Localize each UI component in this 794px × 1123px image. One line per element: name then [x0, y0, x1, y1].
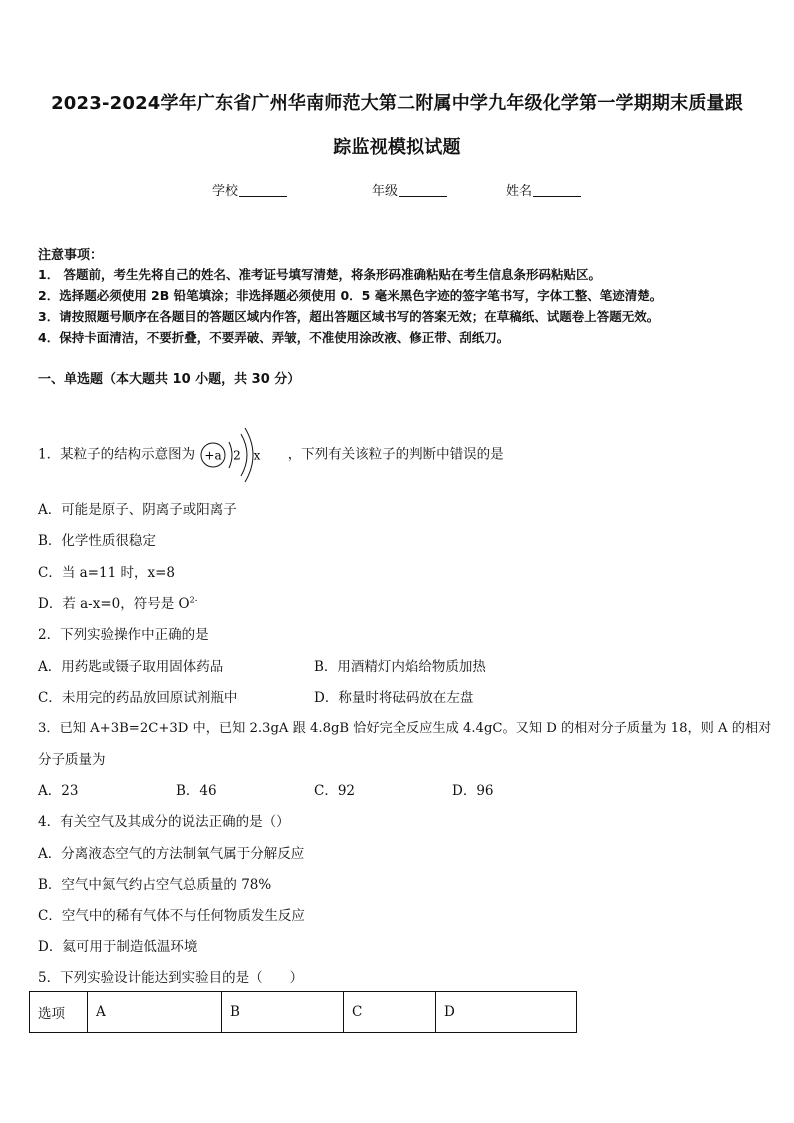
notice-item: 4．保持卡面清洁，不要折叠，不要弄破、弄皱，不准使用涂改液、修正带、刮纸刀。 [38, 330, 510, 345]
question-3-option-d[interactable]: D．96 [452, 783, 494, 799]
school-label: 学校 [212, 184, 239, 199]
question-1-stem [38, 424, 504, 486]
question-3-option-b[interactable]: B．46 [176, 783, 217, 799]
question-2-stem: 2．下列实验操作中正确的是 [38, 627, 209, 643]
question-1-text-after: ，下列有关该粒子的判断中错误的是 [287, 446, 504, 463]
question-1-option-d[interactable] [38, 592, 197, 612]
table-header-cell: B [222, 992, 344, 1033]
school-blank[interactable] [239, 183, 287, 197]
grade-label: 年级 [372, 184, 399, 199]
shell-1-electrons: 2 [233, 448, 242, 463]
exam-title-line-2: 踪监视模拟试题 [333, 137, 461, 158]
name-field[interactable] [506, 180, 581, 199]
exam-title [30, 82, 764, 170]
question-5-stem: 5．下列实验设计能达到实验目的是（ ） [38, 970, 304, 986]
question-3-option-a[interactable]: A．23 [38, 783, 79, 799]
grade-field[interactable] [372, 180, 447, 199]
question-3-stem-line-2: 分子质量为 [38, 752, 106, 768]
shell-2-electrons: x [254, 448, 261, 463]
question-1-option-d-text: D．若 a-x=0，符号是 O [38, 596, 190, 612]
exam-title-line-1: 2023-2024学年广东省广州华南师范大第二附属中学九年级化学第一学期期末质量跟 [51, 93, 743, 114]
question-4-option-c[interactable]: C．空气中的稀有气体不与任何物质发生反应 [38, 908, 305, 924]
notice-item: 3．请按照题号顺序在各题目的答题区域内作答，超出答题区域书写的答案无效；在草稿纸、试题卷上答题无效。 [38, 309, 660, 324]
question-1-option-a[interactable]: A．可能是原子、阴离子或阳离子 [38, 502, 237, 518]
question-2-option-d[interactable]: D．称量时将砝码放在左盘 [314, 690, 474, 706]
table-header-cell: A [88, 992, 222, 1033]
grade-blank[interactable] [399, 183, 447, 197]
question-1-text-before: 1．某粒子的结构示意图为 [38, 446, 196, 463]
table-header-cell: D [436, 992, 577, 1033]
table-row [30, 992, 577, 1033]
nucleus-charge: +a [204, 448, 222, 463]
question-1-option-b[interactable]: B．化学性质很稳定 [38, 533, 156, 549]
question-4-stem: 4．有关空气及其成分的说法正确的是（） [38, 814, 290, 830]
atom-structure-diagram [199, 424, 283, 486]
notice-item: 2．选择题必须使用 2B 铅笔填涂；非选择题必须使用 0．5 毫米黑色字迹的签字笔书写，字体工整、笔迹清楚。 [38, 288, 663, 303]
table-header-cell: 选项 [30, 992, 88, 1033]
name-label: 姓名 [506, 184, 533, 199]
question-4-option-d[interactable]: D．氦可用于制造低温环境 [38, 939, 198, 955]
question-5-table [29, 991, 577, 1033]
name-blank[interactable] [533, 183, 581, 197]
question-1-option-c[interactable]: C．当 a=11 时，x=8 [38, 565, 175, 581]
question-2-option-a[interactable]: A．用药匙或镊子取用固体药品 [38, 659, 224, 675]
question-3-option-c[interactable]: C．92 [314, 783, 356, 799]
question-2-option-c[interactable]: C．未用完的药品放回原试剂瓶中 [38, 690, 238, 706]
question-4-option-b[interactable]: B．空气中氮气约占空气总质量的 78% [38, 877, 272, 893]
question-2-option-b[interactable]: B．用酒精灯内焰给物质加热 [314, 659, 486, 675]
notice-item: 1． 答题前，考生先将自己的姓名、准考证号填写清楚，将条形码准确粘贴在考生信息条形码粘贴区。 [38, 267, 602, 282]
notice-heading: 注意事项： [38, 248, 104, 263]
question-4-option-a[interactable]: A．分离液态空气的方法制氧气属于分解反应 [38, 846, 305, 862]
ion-charge-superscript: 2- [189, 595, 198, 605]
school-field[interactable] [212, 180, 287, 199]
question-3-stem-line-1: 3．已知 A+3B=2C+3D 中，已知 2.3gA 跟 4.8gB 恰好完全反应生成 4.4gC。又知 D 的相对分子质量为 18，则 A 的相对 [38, 721, 772, 736]
table-header-cell: C [344, 992, 436, 1033]
section-heading: 一、单选题（本大题共 10 小题，共 30 分） [38, 372, 301, 387]
